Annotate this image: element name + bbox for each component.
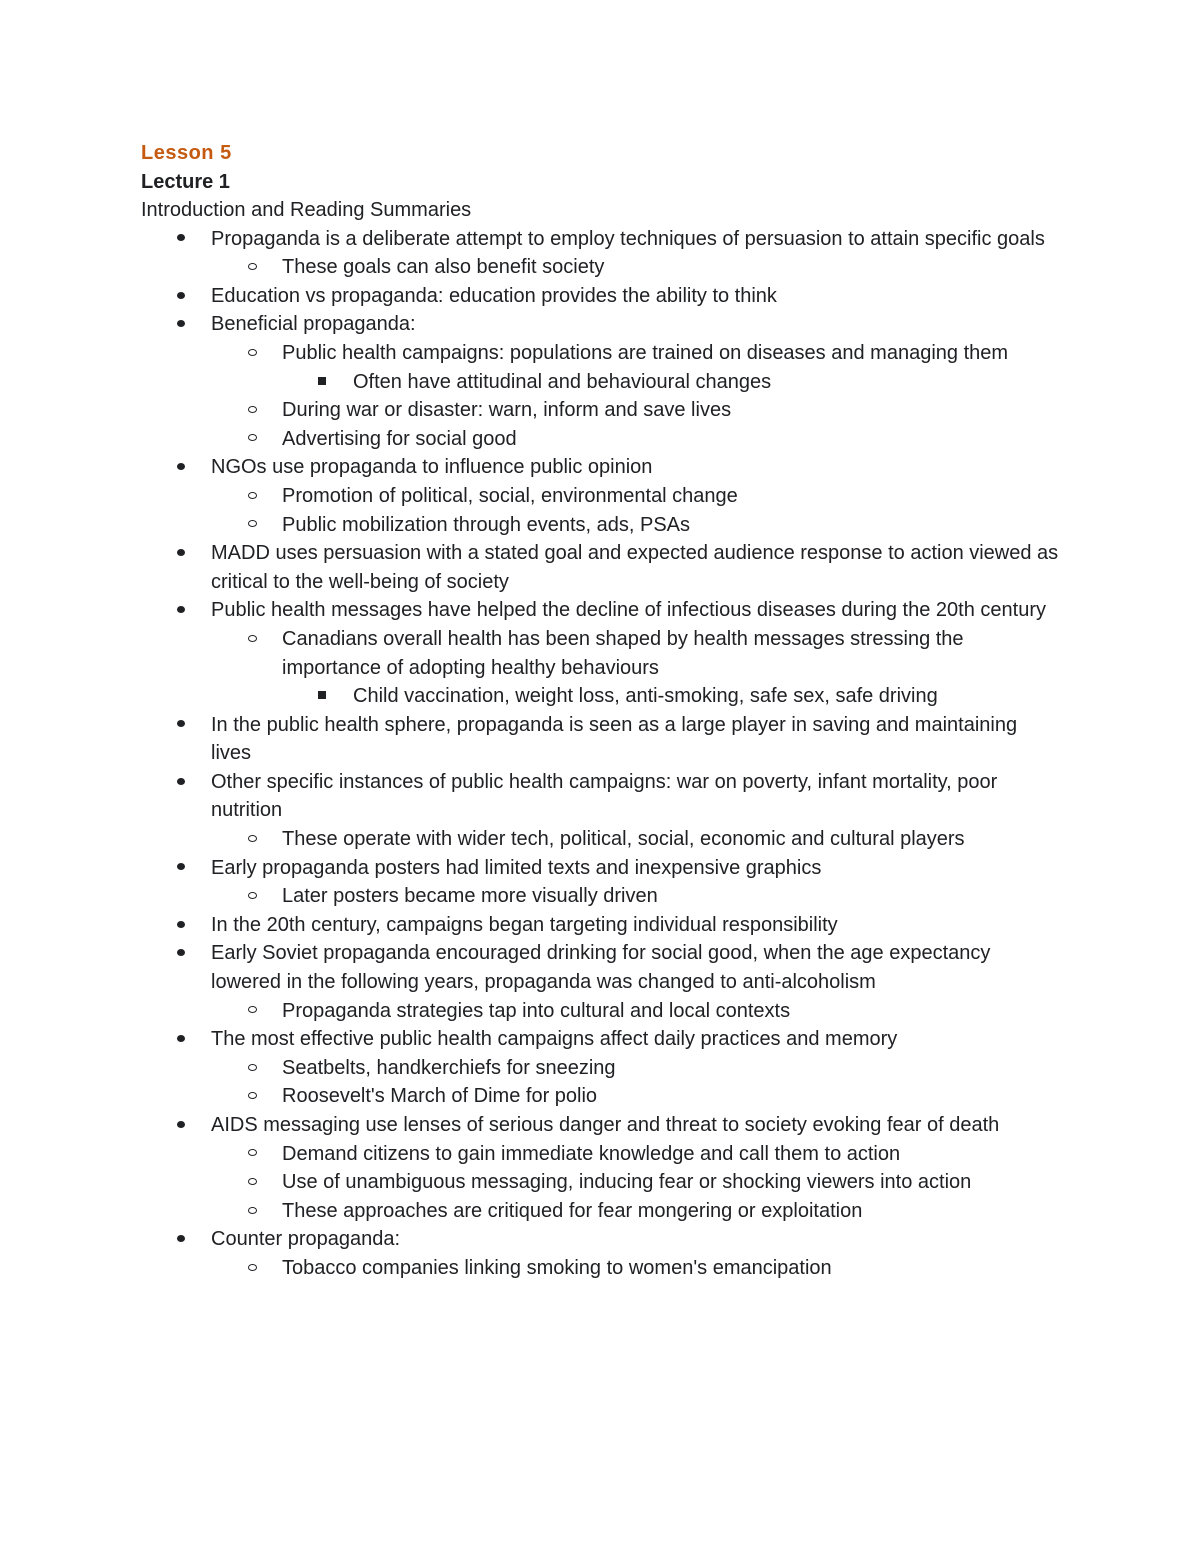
note-text: Public health messages have helped the decline of infectious diseases during the 20th century <box>211 599 1046 622</box>
note-text: Roosevelt's March of Dime for polio <box>282 1085 598 1108</box>
note-item <box>141 911 1061 940</box>
note-text: These approaches are critiqued for fear mongering or exploitation <box>282 1199 863 1222</box>
bullet-dot-icon <box>177 711 185 740</box>
note-item <box>141 225 1061 254</box>
note-text: In the 20th century, campaigns began targeting individual responsibility <box>211 913 838 936</box>
note-item <box>141 882 1062 911</box>
note-text: Early Soviet propaganda encouraged drinking for social good, when the age expectancy lowered in the following years, propaganda was changed to anti-alcoholism <box>211 942 991 994</box>
note-item <box>141 1025 1061 1054</box>
note-item <box>141 825 1062 854</box>
note-item <box>141 1168 1062 1197</box>
bullet-circle-icon <box>248 1197 257 1226</box>
bullet-circle-icon <box>248 253 257 282</box>
bullet-square-icon <box>318 368 326 397</box>
bullet-dot-icon <box>177 1111 185 1140</box>
note-text: Early propaganda posters had limited texts and inexpensive graphics <box>211 856 822 879</box>
note-text: Later posters became more visually driven <box>282 885 658 908</box>
note-text: Propaganda is a deliberate attempt to employ techniques of persuasion to attain specific goals <box>211 227 1045 250</box>
note-item <box>141 539 1061 596</box>
note-item <box>141 368 1053 397</box>
note-text: These goals can also benefit society <box>282 256 605 279</box>
note-item <box>141 1054 1062 1083</box>
note-item <box>141 768 1061 825</box>
note-text: NGOs use propaganda to influence public opinion <box>211 456 653 479</box>
note-text: In the public health sphere, propaganda is seen as a large player in saving and maintaining lives <box>211 713 1018 765</box>
note-text: Education vs propaganda: education provides the ability to think <box>211 284 777 307</box>
note-item <box>141 1254 1062 1283</box>
notes-list <box>141 225 1081 1283</box>
note-text: The most effective public health campaigns affect daily practices and memory <box>211 1028 898 1051</box>
note-item <box>141 596 1061 625</box>
note-item <box>141 1082 1062 1111</box>
bullet-circle-icon <box>248 825 257 854</box>
bullet-dot-icon <box>177 225 185 254</box>
bullet-dot-icon <box>177 310 185 339</box>
bullet-circle-icon <box>248 482 257 511</box>
note-text: Other specific instances of public health campaigns: war on poverty, infant mortality, poor nutrition <box>211 770 998 822</box>
note-item <box>141 625 1062 682</box>
note-text: Canadians overall health has been shaped by health messages stressing the importance of adopting healthy behaviours <box>282 627 964 679</box>
note-item <box>141 1111 1061 1140</box>
bullet-dot-icon <box>177 539 185 568</box>
note-item <box>141 482 1062 511</box>
note-text: AIDS messaging use lenses of serious danger and threat to society evoking fear of death <box>211 1114 1000 1136</box>
bullet-dot-icon <box>177 1225 185 1254</box>
document-page <box>141 139 1081 1283</box>
note-text: Public health campaigns: populations are trained on diseases and managing them <box>282 341 1009 364</box>
bullet-circle-icon <box>248 997 257 1026</box>
bullet-circle-icon <box>248 1140 257 1169</box>
note-text: Counter propaganda: <box>211 1228 401 1251</box>
bullet-circle-icon <box>248 1254 257 1283</box>
note-item <box>141 1197 1062 1226</box>
bullet-dot-icon <box>177 453 185 482</box>
note-item <box>141 1225 1061 1254</box>
bullet-dot-icon <box>177 596 185 625</box>
note-item <box>141 511 1062 540</box>
note-item <box>141 425 1062 454</box>
note-text: Propaganda strategies tap into cultural and local contexts <box>282 999 791 1022</box>
bullet-dot-icon <box>177 1025 185 1054</box>
note-item <box>141 939 1061 996</box>
note-text: Seatbelts, handkerchiefs for sneezing <box>282 1056 616 1079</box>
note-item <box>141 854 1061 883</box>
note-text: Promotion of political, social, environmental change <box>282 484 738 507</box>
note-item <box>141 253 1062 282</box>
bullet-dot-icon <box>177 854 185 883</box>
note-text: Public mobilization through events, ads, PSAs <box>282 513 690 536</box>
note-text: These operate with wider tech, political, social, economic and cultural players <box>282 828 965 851</box>
section-title: Introduction and Reading Summaries <box>141 199 472 221</box>
lesson-heading: Lesson 5 <box>141 142 232 164</box>
note-item <box>141 310 1061 339</box>
bullet-dot-icon <box>177 282 185 311</box>
note-item <box>141 396 1062 425</box>
bullet-circle-icon <box>248 396 257 425</box>
note-item <box>141 682 1053 711</box>
bullet-dot-icon <box>177 911 185 940</box>
bullet-circle-icon <box>248 1168 257 1197</box>
note-item <box>141 282 1061 311</box>
note-item <box>141 1140 1062 1169</box>
bullet-circle-icon <box>248 339 257 368</box>
note-text: During war or disaster: warn, inform and save lives <box>282 399 732 422</box>
bullet-circle-icon <box>248 882 257 911</box>
note-item <box>141 339 1062 368</box>
note-text: Tobacco companies linking smoking to women's emancipation <box>282 1256 832 1279</box>
note-text: MADD uses persuasion with a stated goal and expected audience response to action viewed as critical to the well-being of society <box>211 542 1059 593</box>
note-item <box>141 711 1061 768</box>
bullet-dot-icon <box>177 939 185 968</box>
note-text: Use of unambiguous messaging, inducing fear or shocking viewers into action <box>282 1171 972 1194</box>
bullet-circle-icon <box>248 625 257 654</box>
note-item <box>141 453 1061 482</box>
bullet-circle-icon <box>248 1054 257 1083</box>
bullet-square-icon <box>318 682 326 711</box>
bullet-circle-icon <box>248 1082 257 1111</box>
note-text: Advertising for social good <box>282 427 517 450</box>
note-text: Beneficial propaganda: <box>211 313 416 336</box>
lecture-heading: Lecture 1 <box>141 171 230 193</box>
bullet-circle-icon <box>248 511 257 540</box>
note-item <box>141 997 1062 1026</box>
bullet-circle-icon <box>248 425 257 454</box>
note-text: Often have attitudinal and behavioural changes <box>353 370 772 393</box>
note-text: Demand citizens to gain immediate knowledge and call them to action <box>282 1142 901 1165</box>
note-text: Child vaccination, weight loss, anti-smoking, safe sex, safe driving <box>353 685 938 708</box>
bullet-dot-icon <box>177 768 185 797</box>
